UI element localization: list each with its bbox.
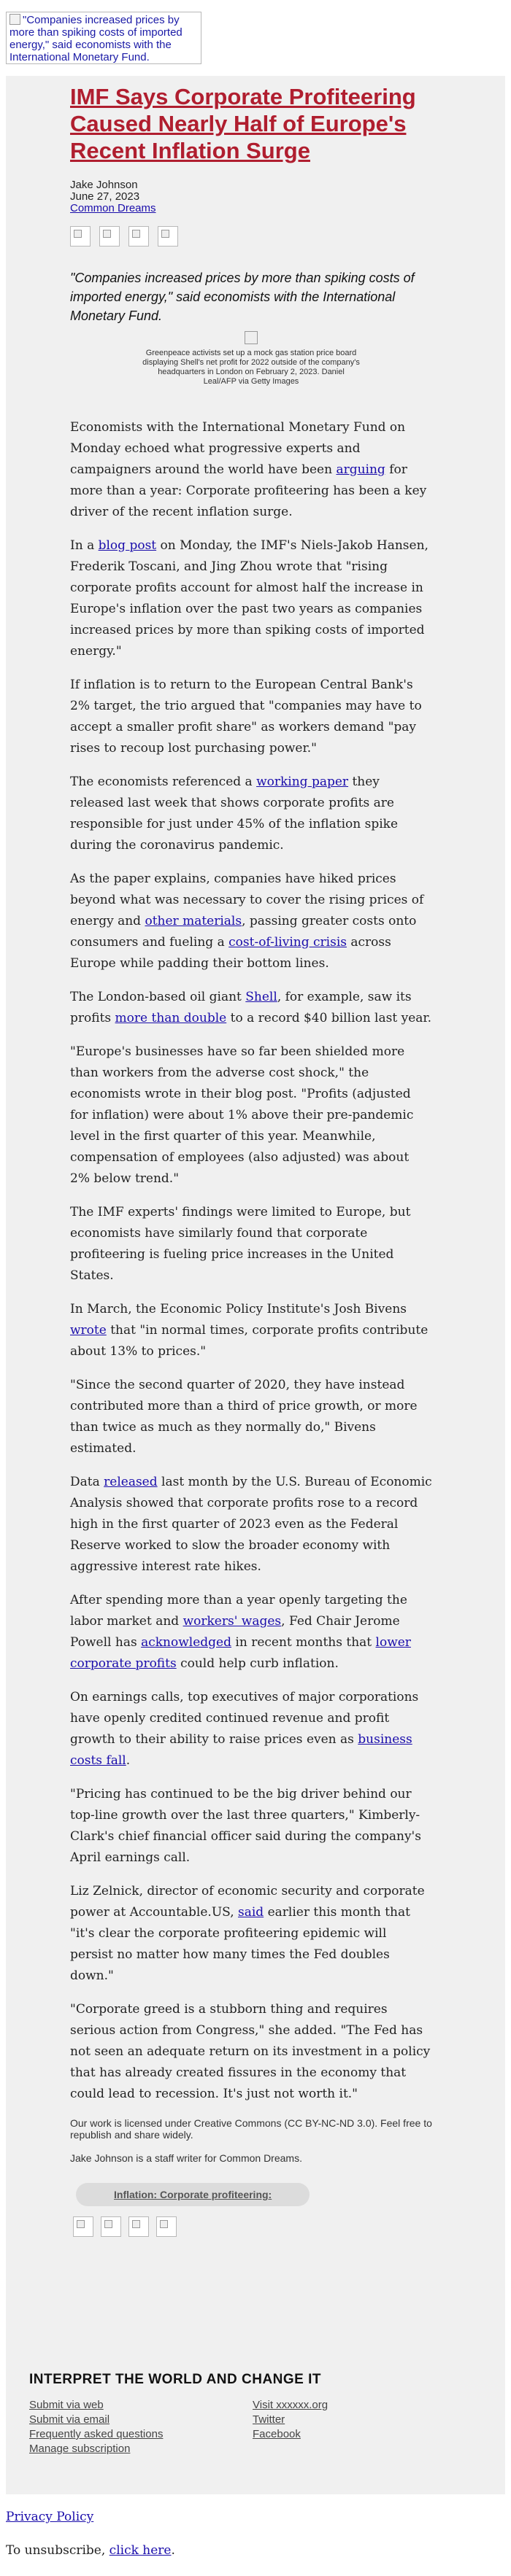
- article-meta: [70, 179, 432, 214]
- paragraph: As the paper explains, companies have hiked prices beyond what was necessary to cover the rising prices of energy and other materials, passing greater costs onto consumers and fueling a cost-of-living crisis across Europe while padding their bottom lines.: [70, 872, 424, 971]
- author-bio: Jake Johnson is a staff writer for Common Dreams.: [70, 2152, 302, 2164]
- paragraph: "Since the second quarter of 2020, they have instead contributed more than a third of price growth, or more than twice as much as they normally do," Bivens estimated.: [70, 1378, 418, 1456]
- share-icon[interactable]: [156, 2216, 177, 2237]
- unsubscribe-link[interactable]: click here: [109, 2543, 172, 2558]
- photo-caption: Greenpeace activists set up a mock gas station price board displaying Shell's net profit for 2022 outside of the company's headquarters in London on February 2, 2023. Daniel Leal/AFP via Getty Images: [142, 349, 360, 386]
- newsletter-card: [6, 76, 505, 2494]
- paragraph: Economists with the International Monetary Fund on Monday echoed what progressive experts and campaigners around the world have been arguing for more than a year: Corporate profiteering has been a key driver of the recent inflation surge.: [70, 420, 427, 519]
- publish-date: June 27, 2023: [70, 190, 140, 203]
- photo-placeholder-icon: [245, 331, 258, 344]
- paragraph: Data released last month by the U.S. Bureau of Economic Analysis showed that corporate profits rose to a record high in the first quarter of 2023 even as the Federal Reserve worked to slow the broader economy with aggressive interest rate hikes.: [70, 1475, 432, 1574]
- header-image: [6, 12, 201, 64]
- topic-tag-button[interactable]: Inflation: Corporate profiteering:: [76, 2183, 310, 2206]
- link-blog-post[interactable]: blog post: [98, 538, 157, 553]
- privacy-policy-link[interactable]: Privacy Policy: [6, 2510, 94, 2524]
- link-more-than-double[interactable]: more than double: [115, 1011, 227, 1025]
- link-released[interactable]: released: [104, 1475, 158, 1489]
- footer-link-submit-web[interactable]: Submit via web: [29, 2399, 104, 2411]
- share-icon[interactable]: [73, 2216, 93, 2237]
- header-image-alt-text: "Companies increased prices by more than spiking costs of imported energy," said economists with the International Monetary Fund.: [9, 14, 182, 63]
- paragraph: The IMF experts' findings were limited to Europe, but economists have similarly found that corporate profiteering is fueling price increases in the United States.: [70, 1205, 411, 1283]
- link-working-paper[interactable]: working paper: [256, 775, 349, 789]
- paragraph: After spending more than a year openly targeting the labor market and workers' wages, Fed Chair Jerome Powell has acknowledged in recent months that lower corporate profits could help curb inflation.: [70, 1593, 411, 1671]
- article-title[interactable]: IMF Says Corporate Profiteering Caused Nearly Half of Europe's Recent Inflation Surge: [70, 84, 416, 163]
- broken-image-icon: [9, 14, 20, 25]
- article-body: [70, 417, 432, 2105]
- paragraph: In March, the Economic Policy Institute's Josh Bivens wrote that "in normal times, corporate profits contribute about 13% to prices.": [70, 1302, 429, 1359]
- license-note: Our work is licensed under Creative Commons (CC BY-NC-ND 3.0). Feel free to republish and share widely.: [70, 2117, 432, 2141]
- footer-link-submit-email[interactable]: Submit via email: [29, 2413, 110, 2426]
- share-icons-bottom: [73, 2216, 432, 2241]
- article-dek: "Companies increased prices by more than spiking costs of imported energy," said economists with the International Monetary Fund.: [70, 271, 415, 323]
- author-name: Jake Johnson: [70, 179, 138, 191]
- paragraph: "Corporate greed is a stubborn thing and requires serious action from Congress," she added. "The Fed has not seen an adequate return on its investment in a policy that has already created fissures in the economy that could lead to recession. It's just not worth it.": [70, 2002, 431, 2101]
- link-acknowledged[interactable]: acknowledged: [141, 1635, 231, 1650]
- footer-link-faq[interactable]: Frequently asked questions: [29, 2428, 164, 2440]
- article-column: [70, 76, 432, 2241]
- footer-link-twitter[interactable]: Twitter: [253, 2413, 285, 2426]
- footer-links-left: [29, 2398, 253, 2456]
- footer-heading: INTERPRET THE WORLD AND CHANGE IT: [29, 2372, 322, 2387]
- paragraph: "Europe's businesses have so far been shielded more than workers from the adverse cost shock," the economists wrote in their blog post. "Profits (adjusted for inflation) were about 1% above their pre-pandemic level in the first quarter of this year. Meanwhile, compensation of employees (also adjusted) was about 2% below trend.": [70, 1044, 414, 1186]
- paragraph: The London-based oil giant Shell, for example, saw its profits more than double to a record $40 billion last year.: [70, 990, 432, 1025]
- unsubscribe-line: To unsubscribe, click here.: [6, 2543, 175, 2558]
- link-wrote[interactable]: wrote: [70, 1323, 107, 1338]
- link-said[interactable]: said: [238, 1905, 264, 1920]
- share-icon[interactable]: [128, 2216, 149, 2237]
- share-icon[interactable]: [70, 226, 91, 247]
- share-icon[interactable]: [128, 226, 149, 247]
- footer-link-visit-site[interactable]: Visit xxxxxx.org: [253, 2399, 328, 2411]
- article-figure: [70, 331, 432, 387]
- link-business-costs-fall[interactable]: business costs fall: [70, 1732, 412, 1768]
- bottom-links: [6, 2509, 505, 2576]
- footer-link-facebook[interactable]: Facebook: [253, 2428, 301, 2440]
- share-icons-top: [70, 226, 432, 251]
- footer-links-right: [253, 2398, 476, 2456]
- paragraph: "Pricing has continued to be the big driver behind our top-line growth over the last three quarters," Kimberly-Clark's chief financial officer said during the company's April earnings call.: [70, 1787, 421, 1865]
- link-cost-of-living-crisis[interactable]: cost-of-living crisis: [228, 935, 347, 950]
- link-workers-wages[interactable]: workers' wages: [182, 1614, 282, 1629]
- share-icon[interactable]: [158, 226, 178, 247]
- source-link[interactable]: Common Dreams: [70, 202, 156, 214]
- paragraph: The economists referenced a working paper they released last week that shows corporate profits are responsible for just under 45% of the inflation spike during the coronavirus pandemic.: [70, 775, 399, 853]
- share-icon[interactable]: [99, 226, 120, 247]
- link-other-materials[interactable]: other materials: [145, 914, 242, 928]
- share-icon[interactable]: [101, 2216, 121, 2237]
- paragraph: In a blog post on Monday, the IMF's Niels-Jakob Hansen, Frederik Toscani, and Jing Zhou wrote that "rising corporate profits account for almost half the increase in Europe's inflation over the past two years as companies increased prices by more than spiking costs of imported energy.": [70, 538, 429, 659]
- paragraph: On earnings calls, top executives of major corporations have openly credited continued revenue and profit growth to their ability to raise prices even as business costs fall.: [70, 1690, 419, 1768]
- link-lower-corporate-profits[interactable]: lower corporate profits: [70, 1635, 411, 1671]
- link-arguing[interactable]: arguing: [336, 462, 385, 477]
- footer-link-manage-subscription[interactable]: Manage subscription: [29, 2443, 131, 2455]
- footer: [29, 2372, 496, 2456]
- paragraph: Liz Zelnick, director of economic security and corporate power at Accountable.US, said earlier this month that "it's clear the corporate profiteering epidemic will persist no matter how many times the Fed doubles down.": [70, 1884, 425, 1983]
- link-shell[interactable]: Shell: [245, 990, 277, 1004]
- paragraph: If inflation is to return to the European Central Bank's 2% target, the trio argued that "companies may have to accept a smaller profit share" as workers demand "pay rises to recoup lost purchasing power.": [70, 678, 422, 756]
